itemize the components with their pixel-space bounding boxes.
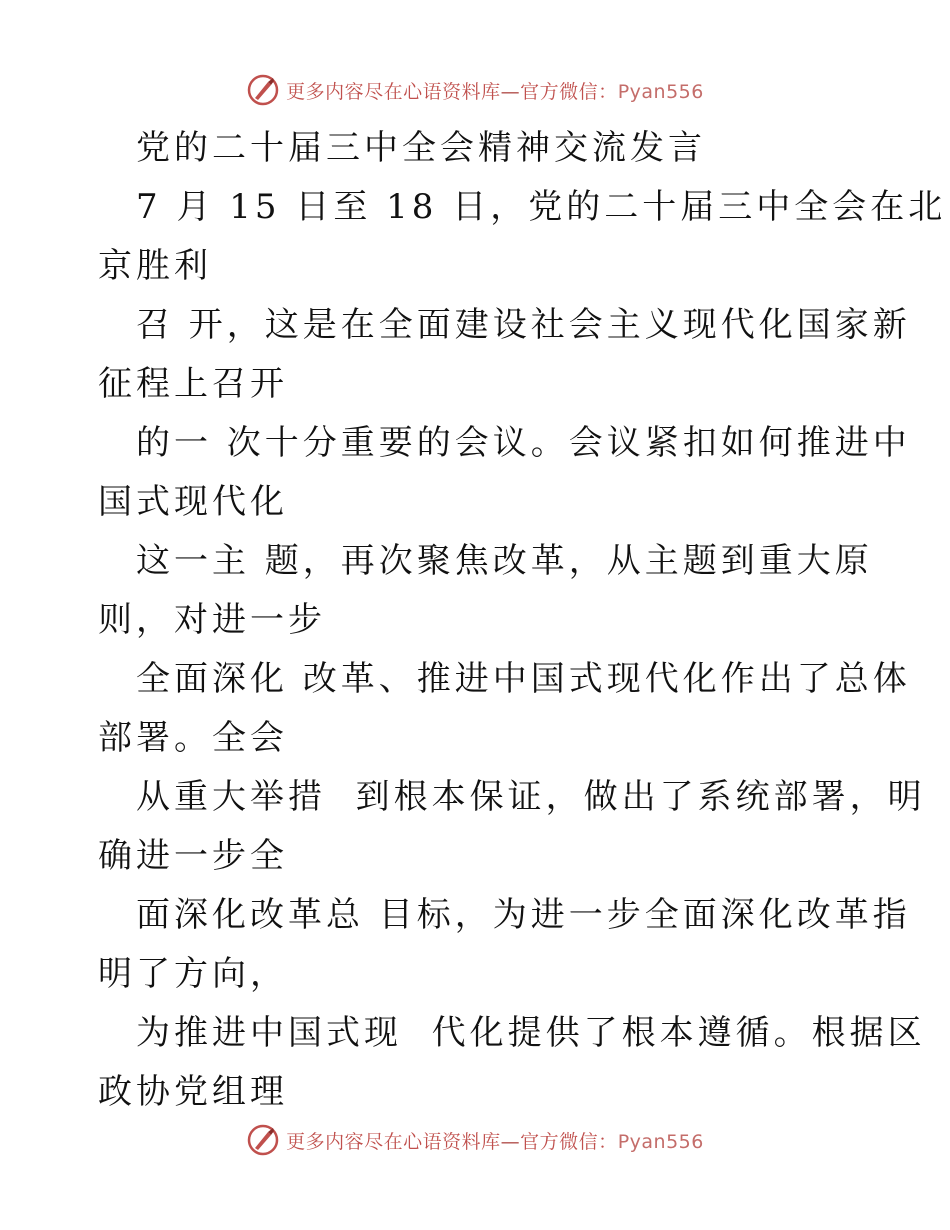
header-banner-slogan: 更多内容尽在心语资料库	[286, 80, 501, 103]
document-paragraphs	[98, 181, 947, 1125]
document-line: 全面深化 改革、推进中国式现代化作出了总体	[136, 659, 911, 699]
document-line: 国式现代化	[98, 482, 288, 522]
document-body	[98, 122, 947, 1125]
document-line: 从重大举措 到根本保证，做出了系统部署，明	[136, 777, 926, 817]
header-banner-text	[286, 77, 704, 104]
document-line: 召 开，这是在全面建设社会主义现代化国家新	[136, 305, 911, 345]
document-line: 部署。全会	[98, 718, 288, 758]
footer-banner-separator: —	[500, 1130, 521, 1153]
document-line: 确进一步全	[98, 836, 288, 876]
document-line: 京胜利	[98, 246, 212, 286]
document-line: 政协党组理	[98, 1072, 288, 1112]
document-title: 党的二十届三中全会精神交流发言	[136, 128, 706, 168]
header-banner-wechat-id: Pyan556	[617, 80, 704, 103]
footer-banner-wechat-id: Pyan556	[617, 1130, 704, 1153]
pen-quill-icon	[246, 1123, 280, 1157]
document-line: 则，对进一步	[98, 600, 326, 640]
document-line: 的一 次十分重要的会议。会议紧扣如何推进中	[136, 423, 911, 463]
pen-quill-icon	[246, 73, 280, 107]
document-line: 为推进中国式现 代化提供了根本遵循。根据区	[136, 1013, 926, 1053]
document-line: 明了方向，	[98, 954, 288, 994]
header-banner-wechat-label: 官方微信：	[520, 80, 618, 103]
footer-banner-text	[286, 1127, 704, 1154]
footer-banner	[0, 1120, 950, 1160]
document-line: 7 月 15 日至 18 日，党的二十届三中全会在北	[136, 187, 947, 227]
footer-banner-wechat-label: 官方微信：	[520, 1130, 618, 1153]
header-banner-separator: —	[500, 80, 521, 103]
document-line: 面深化改革总 目标，为进一步全面深化改革指	[136, 895, 911, 935]
document-line: 这一主 题，再次聚焦改革，从主题到重大原	[136, 541, 873, 581]
header-banner	[0, 70, 950, 110]
footer-banner-slogan: 更多内容尽在心语资料库	[286, 1130, 501, 1153]
document-line: 征程上召开	[98, 364, 288, 404]
